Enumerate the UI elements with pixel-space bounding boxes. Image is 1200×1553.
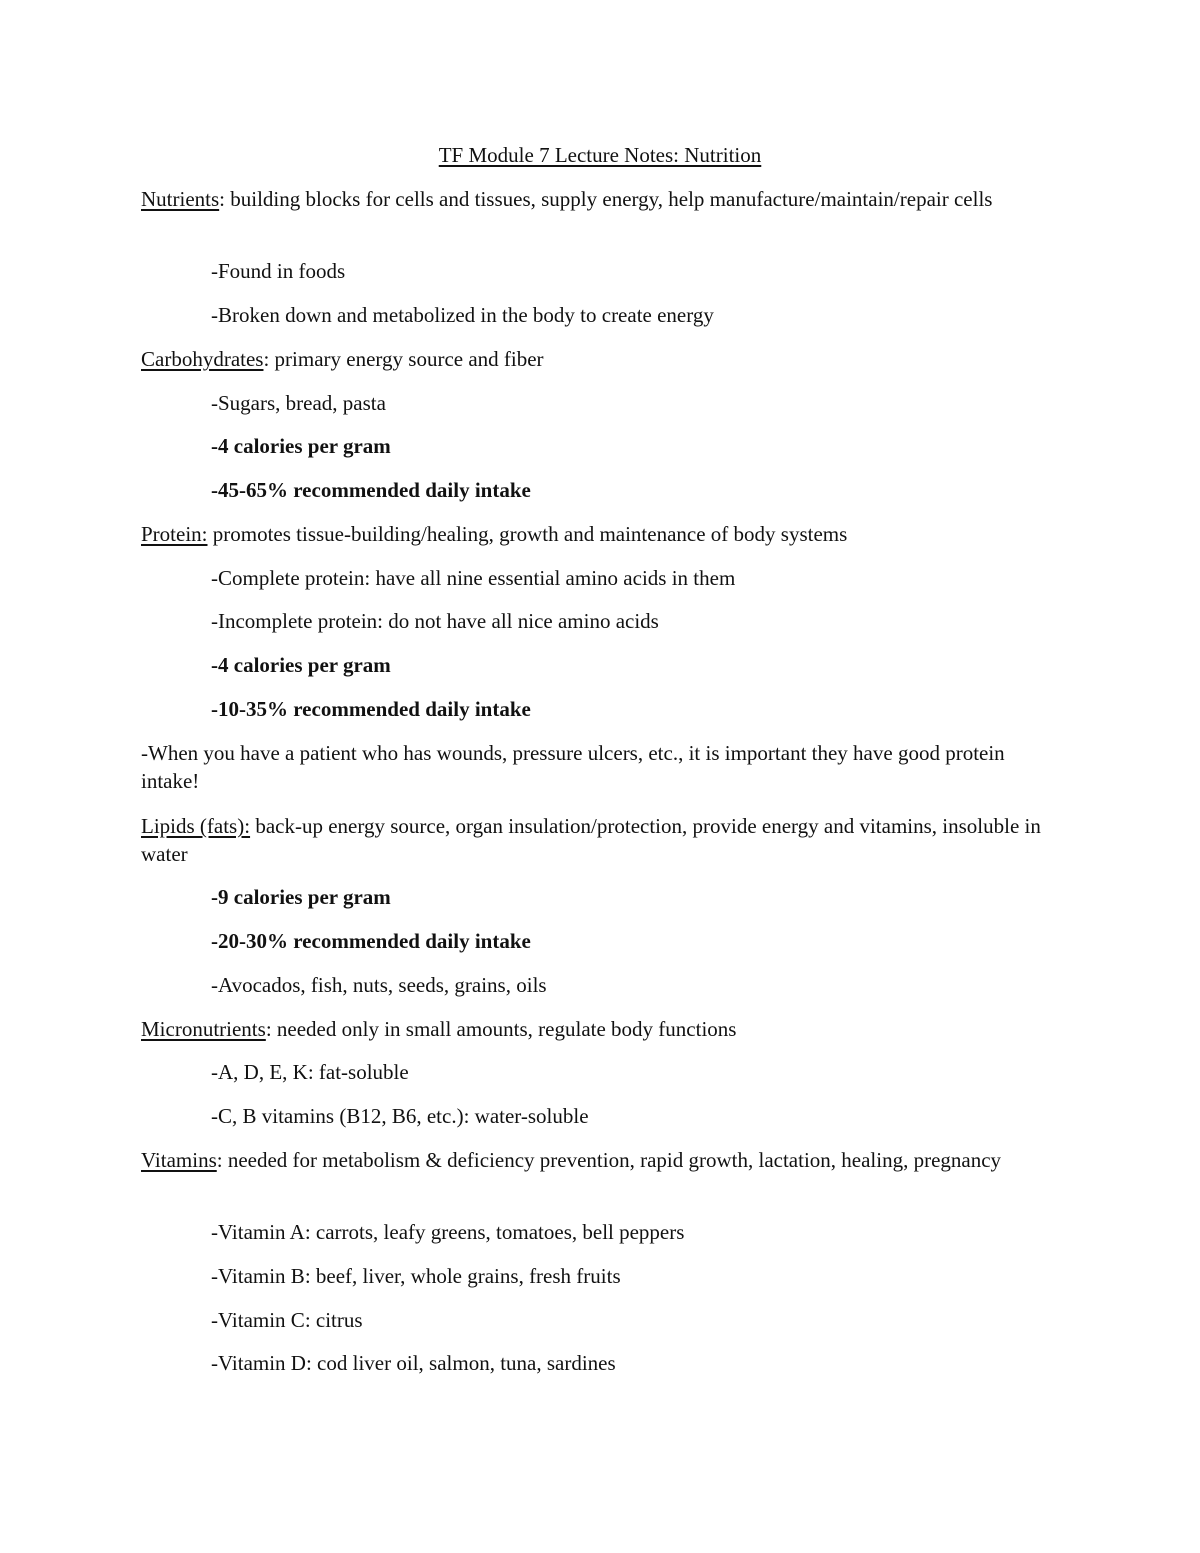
vitamins-definition-line [141,1146,1061,1174]
protein-item: -Complete protein: have all nine essential amino acids in them [211,566,736,590]
vitamins-item: -Vitamin B: beef, liver, whole grains, fresh fruits [211,1264,621,1288]
micronutrients-item: -A, D, E, K: fat-soluble [211,1060,409,1084]
nutrients-definition: : building blocks for cells and tissues, supply energy, help manufacture/maintain/repair cells [219,187,993,211]
lipids-heading: Lipids (fats): [141,814,251,838]
nutrients-heading: Nutrients [141,187,220,211]
page-title: TF Module 7 Lecture Notes: Nutrition [438,143,762,167]
protein-definition: promotes tissue-building/healing, growth and maintenance of body systems [207,522,848,546]
protein-item: -4 calories per gram [211,653,391,677]
carbohydrates-item: -Sugars, bread, pasta [211,391,386,415]
protein-note: -When you have a patient who has wounds, pressure ulcers, etc., it is important they have good protein intake! [141,741,1005,793]
protein-heading: Protein: [141,522,208,546]
nutrients-item: -Broken down and metabolized in the body to create energy [211,303,714,327]
vitamins-heading: Vitamins [141,1148,217,1172]
protein-item: -10-35% recommended daily intake [211,697,531,721]
vitamins-item: -Vitamin A: carrots, leafy greens, tomatoes, bell peppers [211,1220,685,1244]
carbohydrates-item: -4 calories per gram [211,434,391,458]
micronutrients-definition: : needed only in small amounts, regulate body functions [265,1017,737,1041]
carbohydrates-heading: Carbohydrates [141,347,264,371]
carbohydrates-definition-line [141,345,1061,373]
carbohydrates-definition: : primary energy source and fiber [263,347,544,371]
vitamins-item: -Vitamin C: citrus [211,1308,363,1332]
carbohydrates-item: -45-65% recommended daily intake [211,478,531,502]
protein-item: -Incomplete protein: do not have all nice amino acids [211,609,659,633]
lipids-item: -9 calories per gram [211,885,391,909]
vitamins-item: -Vitamin D: cod liver oil, salmon, tuna, sardines [211,1351,616,1375]
vitamins-definition: : needed for metabolism & deficiency prevention, rapid growth, lactation, healing, pregnancy [216,1148,1002,1172]
micronutrients-item: -C, B vitamins (B12, B6, etc.): water-soluble [211,1104,589,1128]
lipids-definition-line [141,812,1061,868]
nutrients-definition-line [141,185,1061,213]
nutrients-item: -Found in foods [211,259,346,283]
lipids-item: -Avocados, fish, nuts, seeds, grains, oils [211,973,547,997]
lipids-definition: back-up energy source, organ insulation/protection, provide energy and vitamins, insoluble in water [141,814,1041,866]
micronutrients-heading: Micronutrients [141,1017,266,1041]
lipids-item: -20-30% recommended daily intake [211,929,531,953]
protein-definition-line [141,520,1061,548]
micronutrients-definition-line [141,1015,1061,1043]
